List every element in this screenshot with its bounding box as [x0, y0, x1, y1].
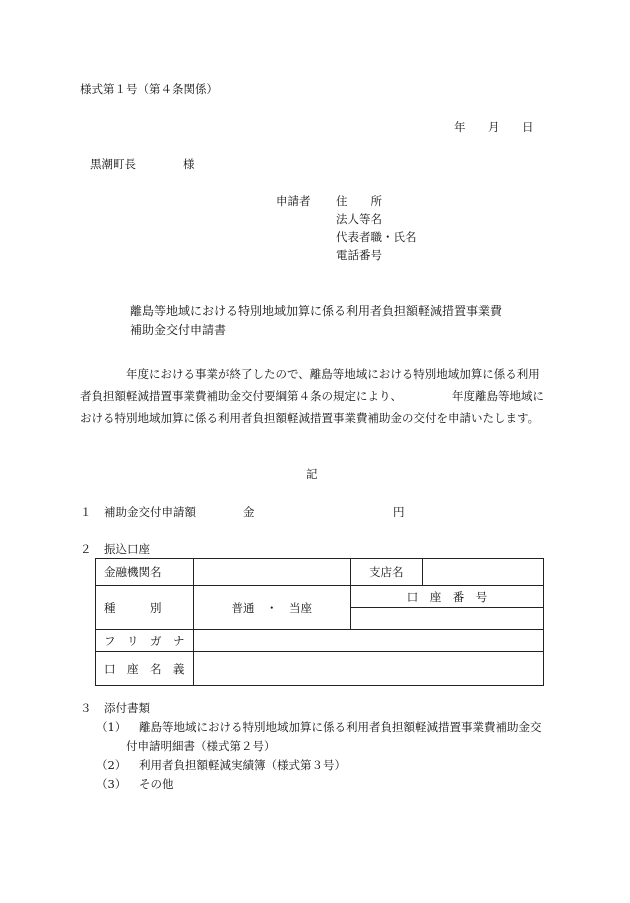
item-1-label: 補助金交付申請額 [104, 505, 196, 519]
applicant-address: 住 所 [336, 194, 382, 208]
applicant-phone: 電話番号 [336, 248, 382, 262]
form-number: 様式第１号（第４条関係） [80, 82, 218, 96]
body-line-1: 年度における事業が終了したので、離島等地域における特別地域加算に係る利用 [126, 367, 540, 381]
addressee-honorific: 様 [183, 157, 195, 171]
bank-name-value[interactable] [193, 559, 350, 586]
table-row [96, 559, 544, 586]
attachment-2-text: 利用者負担額軽減実績簿（様式第３号） [139, 758, 346, 772]
item-2-number: ２ [80, 542, 92, 556]
addressee-name: 黒潮町長 [90, 157, 136, 171]
item-3-number: ３ [80, 701, 92, 715]
body-line-2b: 年度離島等地域に [452, 389, 544, 403]
attachment-1-text-line-2: 付申請明細書（様式第２号） [126, 739, 276, 753]
applicant-org-name: 法人等名 [336, 212, 382, 226]
bank-account-table [95, 558, 544, 686]
attachment-1-text-line-1: 離島等地域における特別地域加算に係る利用者負担額軽減措置事業費補助金交 [139, 720, 542, 734]
attachment-1-number: （1） [96, 720, 127, 734]
branch-name-label: 支店名 [350, 559, 422, 586]
title-line-1: 離島等地域における特別地域加算に係る利用者負担額軽減措置事業費 [130, 304, 503, 318]
date-month: 月 [488, 120, 500, 134]
account-holder-label: 口 座 名 義 [96, 652, 194, 686]
bank-name-label: 金融機関名 [96, 559, 194, 586]
date-year: 年 [454, 120, 466, 134]
item-1-yen: 円 [393, 505, 405, 519]
table-row [96, 586, 544, 608]
attachment-3-text: その他 [139, 777, 174, 791]
title-line-2: 補助金交付申請書 [130, 323, 227, 337]
furigana-label: フ リ ガ ナ [96, 630, 194, 652]
attachment-2-number: （2） [96, 758, 127, 772]
body-line-3: おける特別地域加算に係る利用者負担額軽減措置事業費補助金の交付を申請いたします。 [80, 411, 540, 425]
table-row [96, 630, 544, 652]
account-number-value[interactable] [350, 608, 543, 630]
account-number-label: 口 座 番 号 [350, 586, 543, 608]
item-2-label: 振込口座 [104, 542, 150, 556]
date-day: 日 [522, 120, 534, 134]
ki-heading: 記 [306, 467, 318, 481]
account-type-label: 種 別 [96, 586, 194, 630]
body-line-2a: 者負担額軽減措置事業費補助金交付要綱第４条の規定により、 [80, 389, 402, 403]
item-1-number: １ [80, 505, 92, 519]
item-3-label: 添付書類 [104, 701, 150, 715]
item-1-kin: 金 [243, 505, 255, 519]
applicant-representative: 代表者職・氏名 [336, 230, 417, 244]
branch-name-value[interactable] [423, 559, 544, 586]
attachment-3-number: （3） [96, 777, 127, 791]
account-type-value: 普通 ・ 当座 [193, 586, 350, 630]
furigana-value[interactable] [193, 630, 544, 652]
applicant-label: 申請者 [276, 194, 311, 208]
table-row [96, 652, 544, 686]
account-holder-value[interactable] [193, 652, 544, 686]
